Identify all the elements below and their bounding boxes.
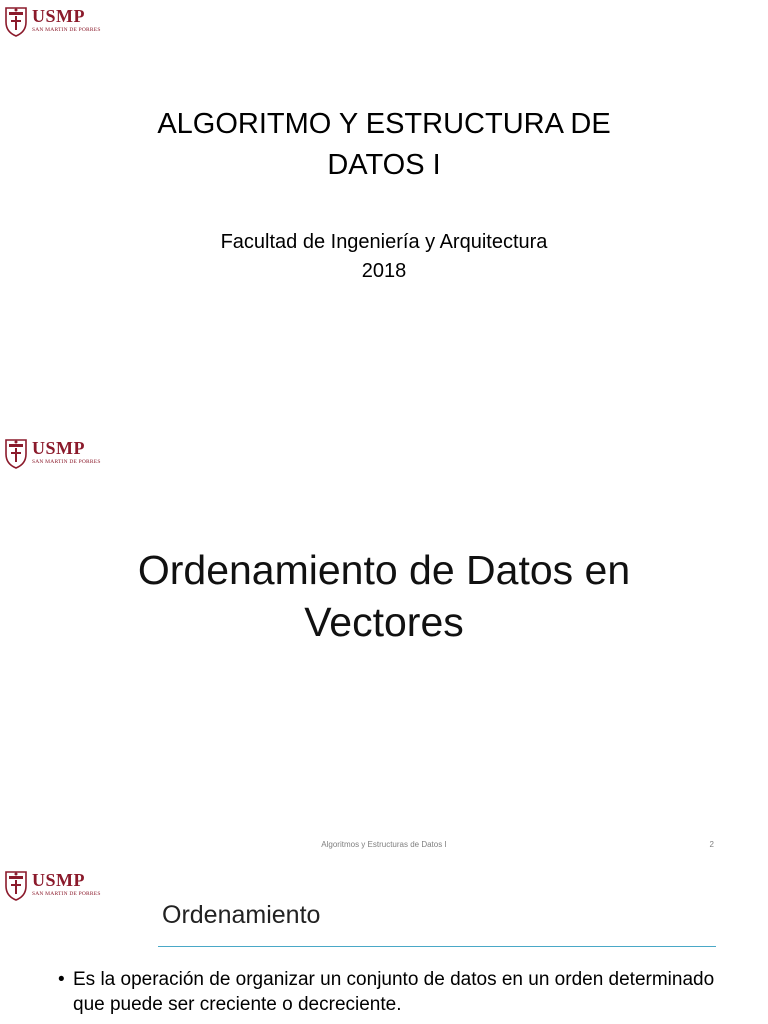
course-title-line-1: ALGORITMO Y ESTRUCTURA DE xyxy=(157,108,611,140)
usmp-shield-icon xyxy=(4,438,28,469)
bullet-text: Es la operación de organizar un conjunto de datos en un orden determinado que puede ser creciente o decreciente. xyxy=(73,969,715,1015)
usmp-shield-icon xyxy=(4,870,28,901)
faculty-name: Facultad de Ingeniería y Arquitectura xyxy=(220,231,548,253)
section-title-line-2: Vectores xyxy=(304,599,464,645)
slide-number: 2 xyxy=(709,840,714,849)
bullet-marker: • xyxy=(58,969,65,990)
course-title xyxy=(0,104,768,186)
section-title-line-1: Ordenamiento de Datos en xyxy=(137,547,631,593)
logo-subline: SAN MARTIN DE PORRES xyxy=(32,27,101,33)
slide-footer: Algoritmos y Estructuras de Datos I xyxy=(321,840,447,849)
logo-subline: SAN MARTIN DE PORRES xyxy=(32,891,101,897)
bullet-item xyxy=(58,967,738,1017)
slide-section-title xyxy=(0,432,768,864)
logo-subline: SAN MARTIN DE PORRES xyxy=(32,459,101,465)
course-year: 2018 xyxy=(361,260,407,282)
usmp-logo xyxy=(4,6,101,38)
slide-title xyxy=(0,0,768,432)
usmp-shield-icon xyxy=(4,6,28,37)
section-title xyxy=(0,544,768,648)
slide-content xyxy=(0,864,768,1024)
logo-wordmark: USMP xyxy=(32,6,85,26)
content-title: Ordenamiento xyxy=(162,901,321,929)
usmp-logo xyxy=(4,870,101,902)
logo-wordmark: USMP xyxy=(32,870,85,890)
course-subtitle xyxy=(0,228,768,286)
logo-wordmark: USMP xyxy=(32,438,85,458)
course-title-line-2: DATOS I xyxy=(327,149,441,181)
usmp-logo xyxy=(4,438,101,470)
title-divider xyxy=(158,946,716,947)
